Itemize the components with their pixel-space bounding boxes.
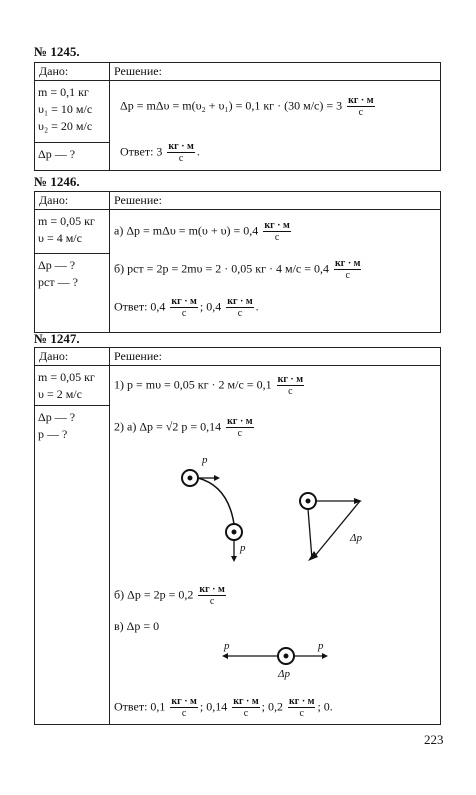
unit-fraction: кг · м с bbox=[335, 258, 361, 281]
problem-1245-number: № 1245. bbox=[34, 44, 80, 59]
given-header: Дано: bbox=[35, 63, 110, 81]
solution-line-1: 1) p = mυ = 0,05 кг · 2 м/с = 0,1 кг · м с bbox=[114, 374, 304, 397]
solution-header: Решение: bbox=[110, 348, 441, 366]
page-number: 223 bbox=[424, 732, 444, 747]
answer-line: Ответ: 0,1 кг · м с ; 0,14 кг · м с ; 0,2 кг · м с ; 0. bbox=[114, 696, 333, 719]
solution-cell bbox=[110, 366, 441, 725]
unit-fraction: кг · м с bbox=[289, 696, 315, 719]
vector-dp-label: Δp bbox=[350, 532, 362, 544]
given-header: Дано: bbox=[35, 192, 110, 210]
problem-1247-number: № 1247. bbox=[34, 331, 80, 346]
answer-line: Ответ: 0,4 кг · м с ; 0,4 кг · м с . bbox=[114, 296, 259, 319]
unit-fraction: кг · м с bbox=[277, 374, 304, 397]
problem-1245-table bbox=[34, 62, 441, 171]
unit-fraction: кг · м с bbox=[199, 584, 225, 607]
solution-cell bbox=[110, 210, 441, 333]
unit-fraction: кг · м с bbox=[348, 95, 374, 118]
find-values: Δp — ? p — ? bbox=[35, 406, 110, 725]
momentum-triangle-diagram bbox=[298, 491, 378, 571]
solution-line-b: б) pст = 2p = 2mυ = 2 · 0,05 кг · 4 м/с = 0,4 кг · м с bbox=[114, 258, 361, 281]
unit-fraction: кг · м с bbox=[171, 296, 197, 319]
unit-fraction: кг · м с bbox=[227, 416, 253, 439]
problem-1247-table bbox=[34, 347, 441, 725]
answer-line: Ответ: 3 кг · м с . bbox=[120, 141, 200, 164]
unit-fraction: кг · м с bbox=[171, 696, 197, 719]
vector-p-label: p⃗ bbox=[224, 640, 239, 652]
solution-cell bbox=[110, 81, 441, 171]
vector-p-label: p⃗ bbox=[240, 542, 255, 554]
unit-fraction: кг · м с bbox=[233, 696, 259, 719]
solution-header: Решение: bbox=[110, 63, 441, 81]
solution-header: Решение: bbox=[110, 192, 441, 210]
vector-p-label: p⃗ bbox=[202, 454, 217, 466]
trajectory-arc bbox=[198, 478, 234, 524]
unit-fraction: кг · м с bbox=[264, 220, 290, 243]
given-values: m = 0,05 кг υ = 2 м/с bbox=[35, 366, 110, 406]
find-values: Δp — ? pст — ? bbox=[35, 254, 110, 333]
vector-p-label: p⃗ bbox=[318, 640, 333, 652]
solution-line-2a: 2) а) Δp = √2 p = 0,14 кг · м с bbox=[114, 416, 253, 439]
problem-1246-number: № 1246. bbox=[34, 174, 80, 189]
solution-line-2c: в) Δp = 0 bbox=[114, 619, 160, 633]
given-values: m = 0,1 кг υ₁ = 10 м/с υ₂ = 20 м/с bbox=[35, 81, 110, 143]
solution-line-a: а) Δp = mΔυ = m(υ + υ) = 0,4 кг · м с bbox=[114, 220, 290, 243]
unit-fraction: кг · м с bbox=[168, 141, 194, 164]
unit-fraction: кг · м с bbox=[227, 296, 253, 319]
problem-1246-table bbox=[34, 191, 441, 333]
given-values: m = 0,05 кг υ = 4 м/с bbox=[35, 210, 110, 254]
solution-line-2b: б) Δp = 2p = 0,2 кг · м с bbox=[114, 584, 225, 607]
find-values: Δp — ? bbox=[35, 143, 110, 171]
vector-dp-label: Δp bbox=[278, 668, 290, 680]
given-header: Дано: bbox=[35, 348, 110, 366]
solution-line: Δp = mΔυ = m(υ₂ + υ₁) = 0,1 кг · (30 м/с) = 3 кг · м с bbox=[120, 95, 374, 118]
